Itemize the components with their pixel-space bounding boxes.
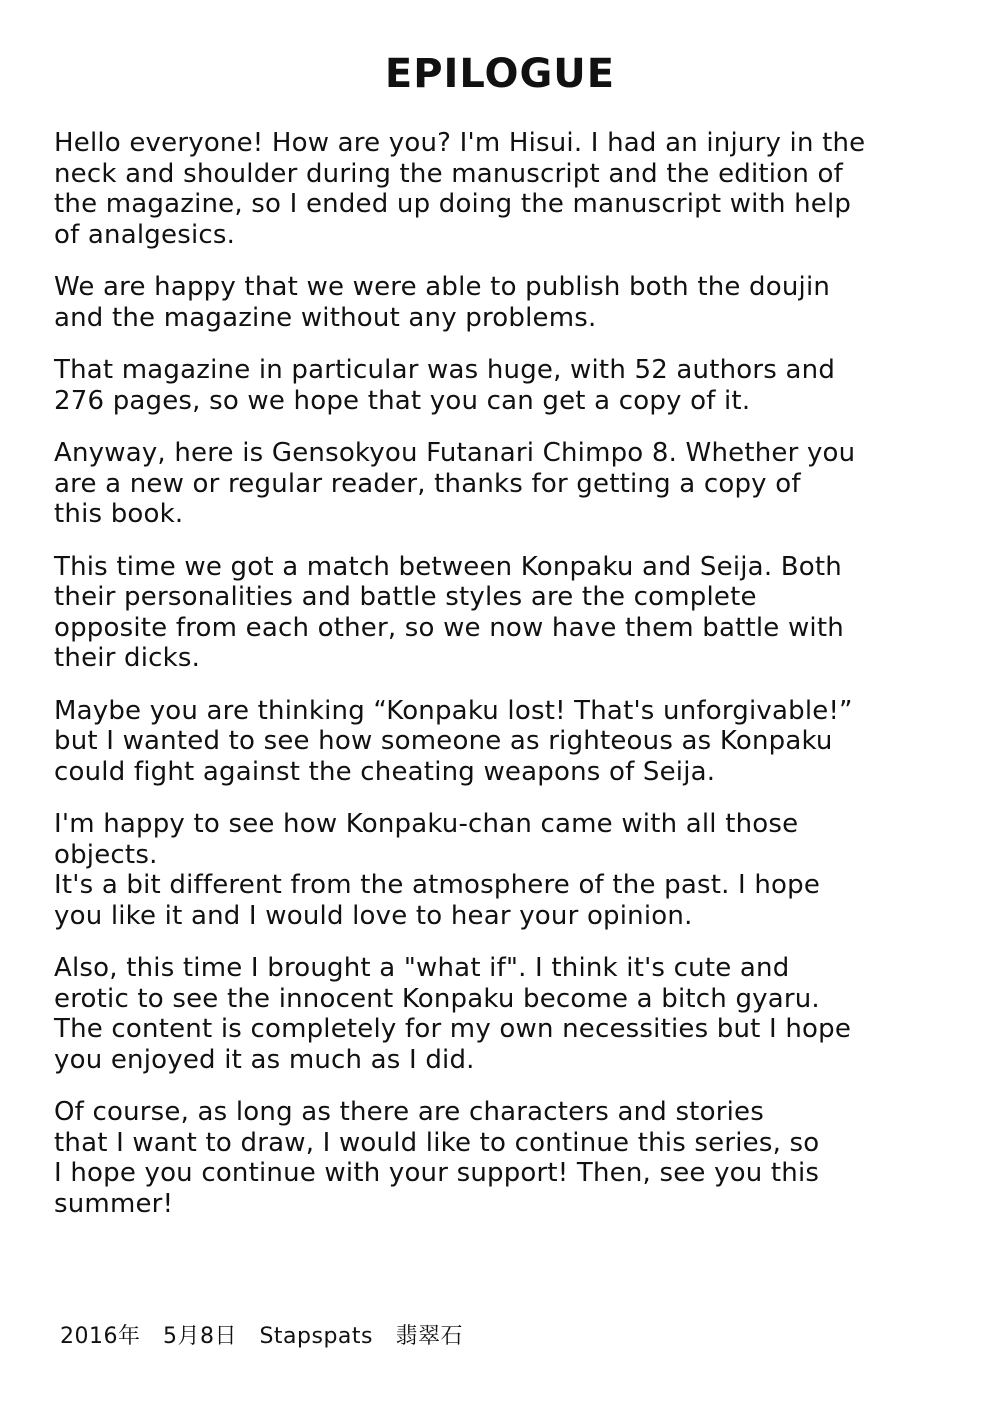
paragraph-6: Maybe you are thinking “Konpaku lost! That's unforgivable!” but I wanted to see how someone as righteous as Konpaku could fight against the cheating weapons of Seija.: [54, 695, 853, 787]
paragraph-5: This time we got a match between Konpaku and Seija. Both their personalities and battle styles are the complete opposite from each other, so we now have them battle with their dicks.: [54, 551, 844, 673]
paragraph-1: Hello everyone! How are you? I'm Hisui. I had an injury in the neck and shoulder during the manuscript and the edition of the magazine, so I ended up doing the manuscript with help of analgesics.: [54, 128, 866, 250]
paragraph-7: I'm happy to see how Konpaku-chan came with all those objects. It's a bit different from the atmosphere of the past. I hope you like it and I would love to hear your opinion.: [54, 809, 821, 931]
body-text: [54, 128, 954, 1241]
paragraph-3: That magazine in particular was huge, with 52 authors and 276 pages, so we hope that you can get a copy of it.: [54, 355, 836, 416]
paragraph-8: Also, this time I brought a "what if". I think it's cute and erotic to see the innocent Konpaku become a bitch gyaru. The content is completely for my own necessities but I hope you enjoyed it as much as I did.: [54, 953, 852, 1075]
paragraph-9: Of course, as long as there are characters and stories that I want to draw, I would like to continue this series, so I hope you continue with your support! Then, see you this summer!: [54, 1097, 820, 1219]
paragraph-2: We are happy that we were able to publish both the doujin and the magazine without any problems.: [54, 272, 831, 333]
signature-line: 2016年 5月8日 Stapspats 翡翠石: [60, 1324, 463, 1349]
paragraph-4: Anyway, here is Gensokyou Futanari Chimpo 8. Whether you are a new or regular reader, thanks for getting a copy of this book.: [54, 438, 856, 529]
page-title: EPILOGUE: [384, 51, 616, 97]
